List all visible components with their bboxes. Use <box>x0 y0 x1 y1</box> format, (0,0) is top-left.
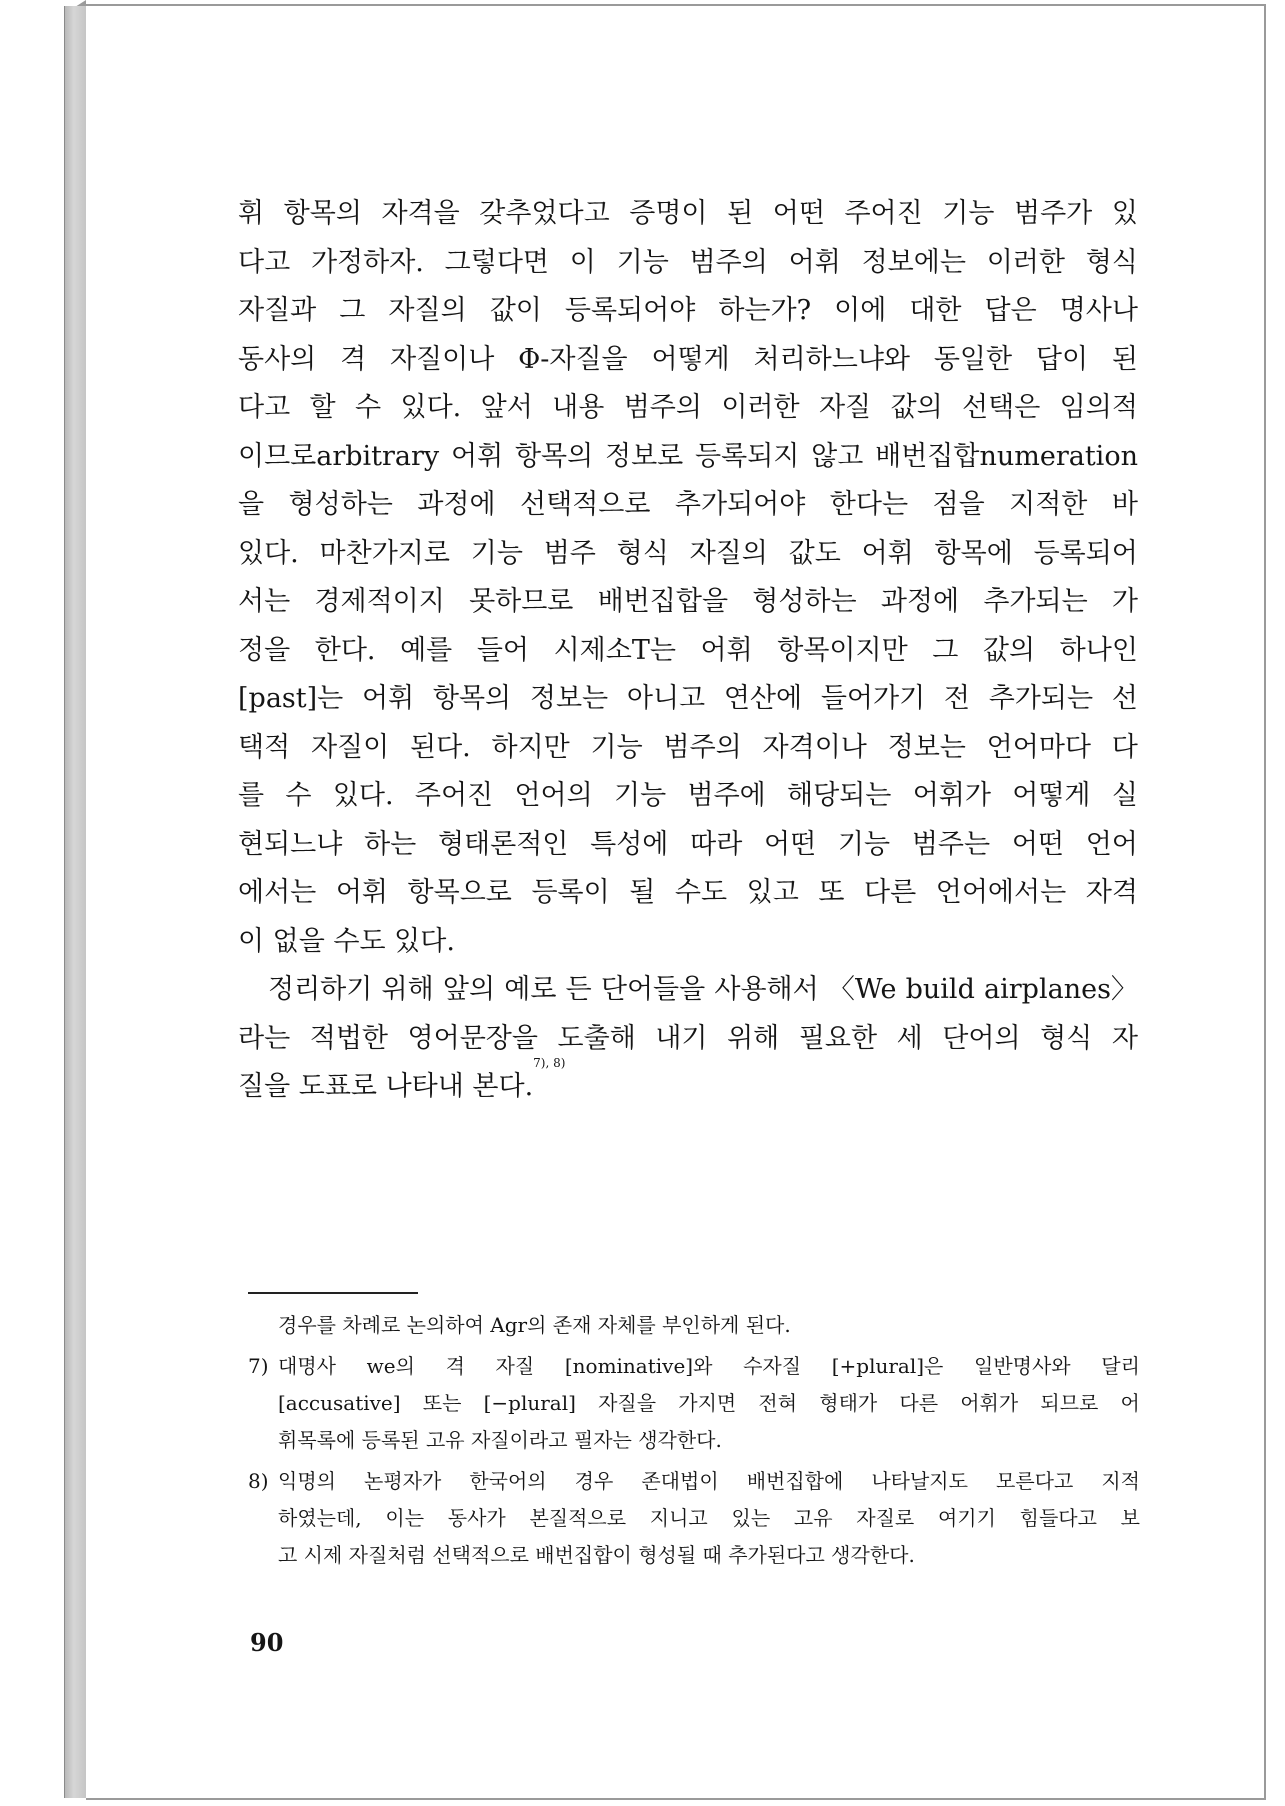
word: 언어 <box>1085 828 1138 860</box>
word: 값의 <box>982 634 1036 666</box>
word: 못하므로 <box>469 586 574 617</box>
word: 있다. <box>400 392 462 423</box>
word: 범주의 <box>663 731 742 763</box>
word: 답이 <box>1035 343 1089 375</box>
word: 추가되어야 <box>674 489 806 520</box>
word: 주어진 <box>844 198 923 229</box>
word: 아니고 <box>626 683 706 714</box>
word: 따라 <box>690 828 743 860</box>
word: 범주의 <box>689 246 768 278</box>
footnote-8 <box>248 1463 1140 1574</box>
word: 과정에 <box>880 586 960 617</box>
body-line <box>238 578 1138 627</box>
word: 답은 <box>984 295 1037 326</box>
word: 를 <box>238 780 265 811</box>
word: 어떻게 <box>1012 780 1091 811</box>
word: 추가되는 <box>988 683 1094 714</box>
word: 처리하느냐와 <box>753 343 910 375</box>
footnote-divider <box>248 1292 418 1294</box>
body-line <box>238 821 1138 870</box>
word: 어휘 <box>450 440 504 472</box>
word: 이러한 <box>986 246 1065 278</box>
word: 내기 <box>655 1022 708 1054</box>
word: 형성하는 <box>288 489 393 520</box>
word: 그 <box>932 634 959 666</box>
body-line <box>238 869 1138 918</box>
word: 주어진 <box>414 780 494 811</box>
word: 항목의 <box>514 440 594 472</box>
word: 된 <box>727 198 754 229</box>
body-line-text: 질을 도표로 나타내 본다. <box>238 1071 534 1102</box>
word: 갖추었다고 <box>479 198 610 229</box>
word: 않고 <box>811 440 864 472</box>
word: 다고 <box>238 246 291 278</box>
word: 도출해 <box>557 1022 636 1054</box>
word: 단어들을 <box>600 974 706 1005</box>
word: 힘들다고 <box>1019 1506 1097 1530</box>
word: 기능 <box>616 246 669 278</box>
word: 범주 <box>543 537 596 569</box>
word: 자격을 <box>381 198 460 229</box>
word: 또는 <box>422 1391 462 1415</box>
word: 다른 <box>899 1391 939 1415</box>
word: 동사가 <box>447 1506 506 1530</box>
word: 등록되어 <box>1033 537 1138 569</box>
word: 어떤 <box>772 198 825 229</box>
body-line <box>238 433 1138 482</box>
body-line: 이 없을 수도 있다. <box>238 925 455 957</box>
word: 연산에 <box>723 683 803 714</box>
word: 과정에 <box>417 489 496 520</box>
body-line <box>238 724 1138 773</box>
word: 된다. <box>409 731 471 763</box>
word: 자질 <box>495 1354 535 1378</box>
word: 앞서 <box>480 392 533 423</box>
word: 정보에는 <box>861 246 966 278</box>
word: 지적한 <box>1009 489 1088 520</box>
word: 하나인 <box>1059 634 1138 666</box>
page-number: 90 <box>250 1628 284 1657</box>
word: 한다. <box>314 634 376 666</box>
word: 라는 <box>238 1022 291 1054</box>
word: 또 <box>818 877 845 908</box>
word: 세 <box>896 1022 923 1054</box>
word: 배번집합에 <box>746 1469 844 1493</box>
word: build <box>905 974 975 1005</box>
footnote-continuation: 경우를 차례로 논의하여 Agr의 존재 자체를 부인하게 된다. <box>278 1313 791 1337</box>
word: 항목이지만 <box>777 634 908 666</box>
word: 어휘 <box>788 246 841 278</box>
word: 형태론적인 <box>437 828 569 860</box>
word: 서는 <box>238 586 291 617</box>
word: 형성하는 <box>752 586 857 617</box>
footnotes <box>248 1307 1140 1574</box>
word: 항목의 <box>432 683 512 714</box>
word: 정리하기 <box>268 974 373 1005</box>
body-line <box>238 530 1138 579</box>
word: 어휘가 <box>960 1391 1019 1415</box>
body-line <box>238 336 1138 385</box>
word: 이는 <box>385 1506 425 1530</box>
word: 임의적 <box>1059 392 1138 423</box>
word: 동일한 <box>933 343 1013 375</box>
word: 가지면 <box>678 1391 737 1415</box>
word: 예로 <box>504 974 557 1005</box>
word: 어휘 <box>700 634 753 666</box>
footnote-reference: 7), 8) <box>533 1056 566 1070</box>
word: 형식 <box>1085 246 1138 278</box>
footnote-number: 7) <box>248 1354 269 1378</box>
word: airplanes〉 <box>984 974 1138 1005</box>
word: 증명이 <box>629 198 708 229</box>
footnote-line: 휘목록에 등록된 고유 자질이라고 필자는 생각한다. <box>278 1428 722 1452</box>
word: 자질의 <box>388 295 467 326</box>
body-line <box>238 481 1138 530</box>
word: 동사의 <box>238 343 317 375</box>
word: 이 <box>569 246 596 278</box>
word: 존대법이 <box>641 1469 719 1493</box>
word: 고유 <box>793 1506 833 1530</box>
word: 등록이 <box>531 877 610 908</box>
word: 있는 <box>731 1506 771 1530</box>
word: 경제적이지 <box>314 586 445 617</box>
word: 특성에 <box>590 828 669 860</box>
word: 자격 <box>1085 877 1138 908</box>
word: [−plural] <box>483 1391 576 1415</box>
word: 택적 <box>238 731 291 763</box>
word: 항목의 <box>283 198 362 229</box>
word: 되므로 <box>1040 1391 1099 1415</box>
body-line <box>238 287 1138 336</box>
body-line <box>238 966 1138 1015</box>
word: 선 <box>1111 683 1138 714</box>
word: 하는가? <box>718 295 812 326</box>
word: 된 <box>1111 343 1138 375</box>
word: 범주에 <box>687 780 766 811</box>
word: 언어의 <box>514 780 593 811</box>
word: 보 <box>1120 1506 1140 1530</box>
body-line <box>238 772 1138 821</box>
word: [nominative]와 <box>564 1354 713 1378</box>
footnote-line <box>248 1385 1140 1422</box>
word: 기능 <box>614 780 667 811</box>
word: 정을 <box>238 634 291 666</box>
word: 수도 <box>674 877 728 908</box>
word: 대한 <box>909 295 962 326</box>
word: 지니고 <box>649 1506 708 1530</box>
word: 어휘 <box>335 877 388 908</box>
word: [+plural]은 <box>831 1354 944 1378</box>
word: 다 <box>1111 731 1138 763</box>
word: 언어마다 <box>986 731 1091 763</box>
word: 기능 <box>837 828 891 860</box>
word: 적법한 <box>309 1022 388 1054</box>
word: 선택적으로 <box>520 489 651 520</box>
word: 이에 <box>834 295 887 326</box>
body-line <box>238 1015 1138 1064</box>
word: 에서는 <box>238 877 317 908</box>
word: 한국어의 <box>469 1469 547 1493</box>
word: 한다는 <box>829 489 909 520</box>
word: 자질 <box>818 392 872 423</box>
footnote-line <box>248 1348 1140 1385</box>
word: 기능 <box>942 198 995 229</box>
word: 범주가 <box>1014 198 1093 229</box>
word: 형식 <box>616 537 669 569</box>
word: 경우 <box>574 1469 614 1493</box>
body-line <box>238 675 1138 724</box>
word: 익명의 <box>278 1469 336 1493</box>
word: 본질적으로 <box>529 1506 627 1530</box>
word: 휘 <box>238 198 265 229</box>
word: 그 <box>339 295 366 326</box>
word: 명사나 <box>1059 295 1138 326</box>
word: [past]는 <box>238 683 344 714</box>
word: 항목에 <box>934 537 1013 569</box>
word: 여기기 <box>937 1506 996 1530</box>
word: 마찬가지로 <box>319 537 450 569</box>
word: 값이 <box>489 295 542 326</box>
word: 범주의 <box>623 392 702 423</box>
word: 수자질 <box>743 1354 802 1378</box>
word: 앞의 <box>442 974 496 1005</box>
book-spine <box>64 6 88 1798</box>
word: 수 <box>285 780 312 811</box>
body-line <box>238 190 1138 239</box>
word: 범주는 <box>911 828 991 860</box>
word: 해당되는 <box>787 780 892 811</box>
body-text <box>238 190 1138 1112</box>
word: 들어가기 <box>820 683 926 714</box>
word: 어떤 <box>1011 828 1064 860</box>
word: 자질이나 <box>389 343 495 375</box>
word: 단어의 <box>942 1022 1021 1054</box>
footnote-7 <box>248 1348 1140 1459</box>
word: 있다. <box>332 780 394 811</box>
word: 될 <box>629 877 656 908</box>
footnote-line <box>248 1500 1140 1537</box>
word: we의 <box>366 1354 415 1378</box>
word: 자질을 <box>598 1391 657 1415</box>
word: 논평자가 <box>364 1469 442 1493</box>
word: 시제소T는 <box>553 634 676 666</box>
word: 지적 <box>1101 1469 1140 1493</box>
word: 배번집합을 <box>597 586 729 617</box>
word: 값의 <box>890 392 943 423</box>
word: 추가되는 <box>983 586 1088 617</box>
word: 어휘 <box>861 537 914 569</box>
word: 실 <box>1111 780 1138 811</box>
word: 형태가 <box>819 1391 878 1415</box>
body-line <box>238 1056 1138 1112</box>
word: 그렇다면 <box>444 246 549 278</box>
word: 모른다고 <box>996 1469 1074 1493</box>
word: 있다. <box>238 537 299 569</box>
word: 현되느냐 <box>238 828 343 860</box>
word: 있고 <box>746 877 799 908</box>
word: 다고 <box>238 392 291 423</box>
word: 어휘 <box>361 683 415 714</box>
footnote-number: 8) <box>248 1469 269 1493</box>
word: 다른 <box>864 877 917 908</box>
word: 항목으로 <box>407 877 512 908</box>
word: 일반명사와 <box>974 1354 1071 1378</box>
word: 가정하자. <box>310 246 424 278</box>
footnote-line-text <box>278 1348 1140 1385</box>
footnote-line: 고 시제 자질처럼 선택적으로 배번집합이 형성될 때 추가된다고 생각한다. <box>278 1543 915 1567</box>
word: 선택은 <box>962 392 1041 423</box>
word: 을 <box>238 489 265 520</box>
word: 전혀 <box>758 1391 798 1415</box>
word: 하는 <box>364 828 417 860</box>
word: 정보로 <box>605 440 684 472</box>
word: 내용 <box>552 392 605 423</box>
word: 하였는데, <box>278 1506 362 1530</box>
word: 자질과 <box>238 295 317 326</box>
word: 가 <box>1111 586 1138 617</box>
word: 있 <box>1111 198 1138 229</box>
word: 예를 <box>400 634 453 666</box>
word: 등록되지 <box>695 440 800 472</box>
word: 달리 <box>1101 1354 1140 1378</box>
word: 정보는 <box>529 683 609 714</box>
word: 격 <box>445 1354 465 1378</box>
word: 바 <box>1111 489 1138 520</box>
word: 형식 <box>1040 1022 1093 1054</box>
word: 자 <box>1111 1022 1138 1054</box>
word: 필요한 <box>798 1022 878 1054</box>
word: 위해 <box>727 1022 780 1054</box>
word: 대명사 <box>278 1354 336 1378</box>
word: 나타날지도 <box>871 1469 968 1493</box>
word: 든 <box>565 974 592 1005</box>
word: 자질로 <box>856 1506 915 1530</box>
word: 수 <box>355 392 382 423</box>
word: [accusative] <box>278 1391 401 1415</box>
word: 격 <box>340 343 367 375</box>
word: 영어문장을 <box>407 1022 538 1054</box>
word: 어떻게 <box>651 343 730 375</box>
word: 등록되어야 <box>564 295 696 326</box>
word: 자질의 <box>689 537 768 569</box>
body-line <box>238 627 1138 676</box>
word: Φ-자질을 <box>518 343 628 375</box>
word: 위해 <box>381 974 434 1005</box>
body-line <box>238 384 1138 433</box>
word: 하지만 <box>491 731 570 763</box>
word: 자격이나 <box>762 731 867 763</box>
word: 배번집합numeration <box>875 440 1138 472</box>
body-line <box>238 239 1138 288</box>
word: 기능 <box>590 731 643 763</box>
word: 언어에서는 <box>935 877 1067 908</box>
word: 어 <box>1120 1391 1140 1415</box>
footnote-line-text <box>278 1463 1140 1500</box>
word: 기능 <box>470 537 523 569</box>
word: 〈We <box>827 974 897 1005</box>
word: 점을 <box>932 489 985 520</box>
word: 자질이 <box>310 731 390 763</box>
word: 사용해서 <box>714 974 819 1005</box>
footnote-line <box>248 1463 1140 1500</box>
word: 어떤 <box>764 828 817 860</box>
word: 할 <box>309 392 336 423</box>
word: 이므로arbitrary <box>238 440 440 472</box>
word: 이러한 <box>721 392 800 423</box>
word: 정보는 <box>887 731 966 763</box>
word: 값도 <box>788 537 841 569</box>
word: 어휘가 <box>912 780 991 811</box>
word: 들어 <box>476 634 529 666</box>
word: 전 <box>943 683 970 714</box>
